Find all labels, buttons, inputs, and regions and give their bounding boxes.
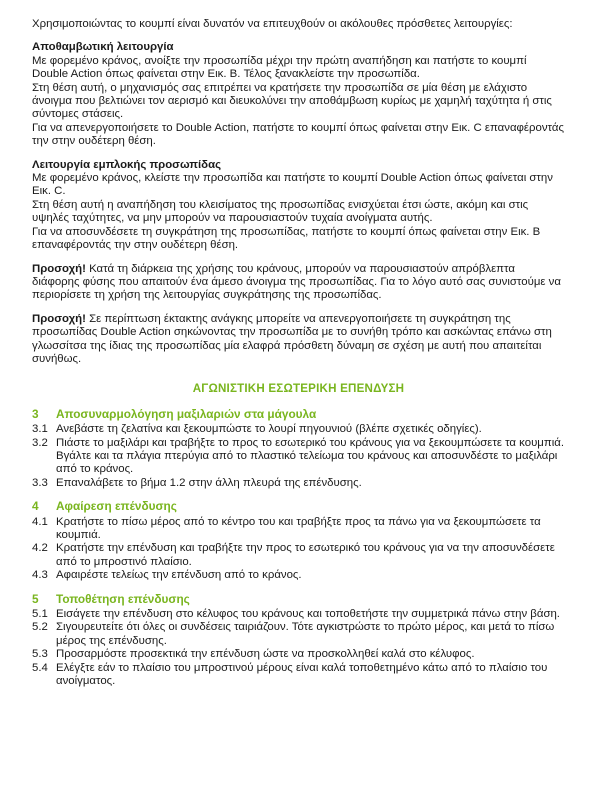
section-title: Αφαίρεση επένδυσης: [56, 499, 177, 514]
lock-paragraph-1: Με φορεμένο κράνος, κλείστε την προσωπίδα και πατήστε το κουμπί Double Action όπως φαίνεται στην Εικ. C.: [32, 172, 553, 198]
list-item: [32, 477, 565, 490]
item-number: 5.2: [32, 621, 48, 634]
item-text: Προσαρμόστε προσεκτικά την επένδυση ώστε να προσκολληθεί καλά στο κέλυφος.: [56, 648, 475, 661]
list-item: [32, 516, 565, 543]
item-number: 4.3: [32, 569, 48, 582]
list-item: [32, 608, 565, 621]
warning-paragraph-2: [32, 313, 565, 367]
defog-paragraph-2: Στη θέση αυτή, ο μηχανισμός σας επιτρέπει να κρατήσετε την προσωπίδα σε μία θέση με ελάχιστο άνοιγμα που βελτιώνει τον αερισμό και διευκολύνει την αποθάμβωση κυρίως με χαμηλή ταχύτητα ή στις σύντομες στάσεις.: [32, 81, 552, 121]
item-text: Αφαιρέστε τελείως την επένδυση από το κράνος.: [56, 569, 302, 582]
intro-paragraph: Χρησιμοποιώντας το κουμπί είναι δυνατόν να επιτευχθούν οι ακόλουθες πρόσθετες λειτουργίες:: [32, 18, 513, 30]
warning-label-2: Προσοχή!: [32, 312, 86, 325]
item-text: Πιάστε το μαξιλάρι και τραβήξτε το προς το εσωτερικό του κράνους για να ξεκουμπώσετε τα κουμπιά. Βγάλτε και τα πλάγια πτερύγια από το πλαστικό τελείωμα του κράνους και αποσυνδέστε το μαξιλάρι από το κράνος.: [56, 436, 565, 476]
section-number: 4: [32, 499, 39, 514]
item-text: Ανεβάστε τη ζελατίνα και ξεκουμπώστε το λουρί πηγουνιού (βλέπε σχετικές οδηγίες).: [56, 423, 482, 436]
section-5: [32, 593, 565, 689]
item-number: 3.2: [32, 436, 48, 449]
item-number: 4.2: [32, 542, 48, 555]
section-number: 5: [32, 591, 39, 606]
section-number: 3: [32, 406, 39, 421]
warning-paragraph-1: [32, 263, 565, 303]
section-3: [32, 408, 565, 490]
defog-paragraph-3: Για να απενεργοποιήσετε το Double Action, πατήστε το κουμπί όπως φαίνεται στην Εικ. C επαναφέροντάς την στην ουδέτερη θέση.: [32, 121, 564, 148]
section-4: [32, 500, 565, 582]
list-item: [32, 621, 565, 648]
item-text: Κρατήστε την επένδυση και τραβήξτε την προς το εσωτερικό του κράνους για να την αποσυνδέσετε από το μπροστινό πλαίσιο.: [56, 542, 555, 568]
section-title: Τοποθέτηση επένδυσης: [56, 591, 190, 606]
item-text: Ελέγξτε εάν το πλαίσιο του μπροστινού μέρους είναι καλά τοποθετημένο κάτω από το πλαίσιο του ανοίγματος.: [56, 661, 548, 688]
lock-paragraph-2: Στη θέση αυτή η αναπήδηση του κλεισίματος της προσωπίδας ενισχύεται έτσι ώστε, ακόμη και στις υψηλές ταχύτητες, να μην μπορούν να παρουσιαστούν τυχαία ανοίγματα αυτής.: [32, 198, 529, 225]
warning-text-1: Κατά τη διάρκεια της χρήσης του κράνους, μπορούν να παρουσιαστούν απρόβλεπτα διάφορης φύσης που απαιτούν ένα άμεσο άνοιγμα της προσωπίδας. Για το λόγο αυτό σας συνιστούμε να περιορίσετε τη χρήση της λειτουργίας συγκράτησης της προσωπίδας.: [32, 262, 561, 302]
list-item: [32, 437, 565, 477]
section-heading: [32, 500, 565, 513]
list-item: [32, 648, 565, 661]
warning-text-2: Σε περίπτωση έκτακτης ανάγκης μπορείτε να απενεργοποιήσετε τη συγκράτηση της προσωπίδας Double Action σηκώνοντας την προσωπίδα με το συνήθη τρόπο και ασκώντας επάνω στη γλωσσίτσα της ίδιας της προσωπίδας μία ελαφρά πρόσθετη δύναμη σε σχέση με αυτή που απαιτείται συνήθως.: [32, 312, 552, 365]
section-heading: [32, 593, 565, 606]
main-section-title: ΑΓΩΝΙΣΤΙΚΗ ΕΣΩΤΕΡΙΚΗ ΕΠΕΝΔΥΣΗ: [192, 382, 405, 396]
list-item: [32, 569, 565, 582]
warning-label-1: Προσοχή!: [32, 262, 86, 275]
item-number: 4.1: [32, 515, 48, 528]
item-text: Εισάγετε την επένδυση στο κέλυφος του κράνους και τοποθετήστε την συμμετρικά πάνω στην βάση.: [56, 608, 560, 621]
page-content: [32, 18, 565, 688]
item-number: 5.3: [32, 648, 48, 661]
item-number: 5.4: [32, 661, 48, 674]
list-item: [32, 423, 565, 436]
item-text: Επαναλάβετε το βήμα 1.2 στην άλλη πλευρά της επένδυσης.: [56, 476, 362, 489]
item-number: 5.1: [32, 608, 48, 621]
item-text: Σιγουρευτείτε ότι όλες οι συνδέσεις ταιριάζουν. Τότε αγκιστρώστε το πρώτο μέρος, και μετά το πίσω μέρος της επένδυσης.: [56, 621, 555, 647]
item-number: 3.1: [32, 423, 48, 436]
section-title: Αποσυναρμολόγηση μαξιλαριών στα μάγουλα: [56, 406, 317, 421]
item-text: Κρατήστε το πίσω μέρος από το κέντρο του και τραβήξτε προς τα πάνω για να ξεκουμπώσετε τα κουμπιά.: [56, 515, 541, 541]
list-item: [32, 542, 565, 569]
lock-heading: Λειτουργία εμπλοκής προσωπίδας: [32, 158, 222, 171]
lock-paragraph-3: Για να αποσυνδέσετε τη συγκράτηση της προσωπίδας, πατήστε το κουμπί όπως φαίνεται στην Εικ. B επαναφέροντάς την στην ουδέτερη θέση.: [32, 225, 541, 252]
list-item: [32, 662, 565, 689]
section-heading: [32, 408, 565, 421]
defog-paragraph-1: Με φορεμένο κράνος, ανοίξτε την προσωπίδα μέχρι την πρώτη αναπήδηση και πατήστε το κουμπί Double Action όπως φαίνεται στην Εικ. B. Τέλος ξανακλείστε την προσωπίδα.: [32, 54, 527, 81]
item-number: 3.3: [32, 476, 48, 489]
defog-heading: Αποθαμβωτική λειτουργία: [32, 41, 174, 54]
